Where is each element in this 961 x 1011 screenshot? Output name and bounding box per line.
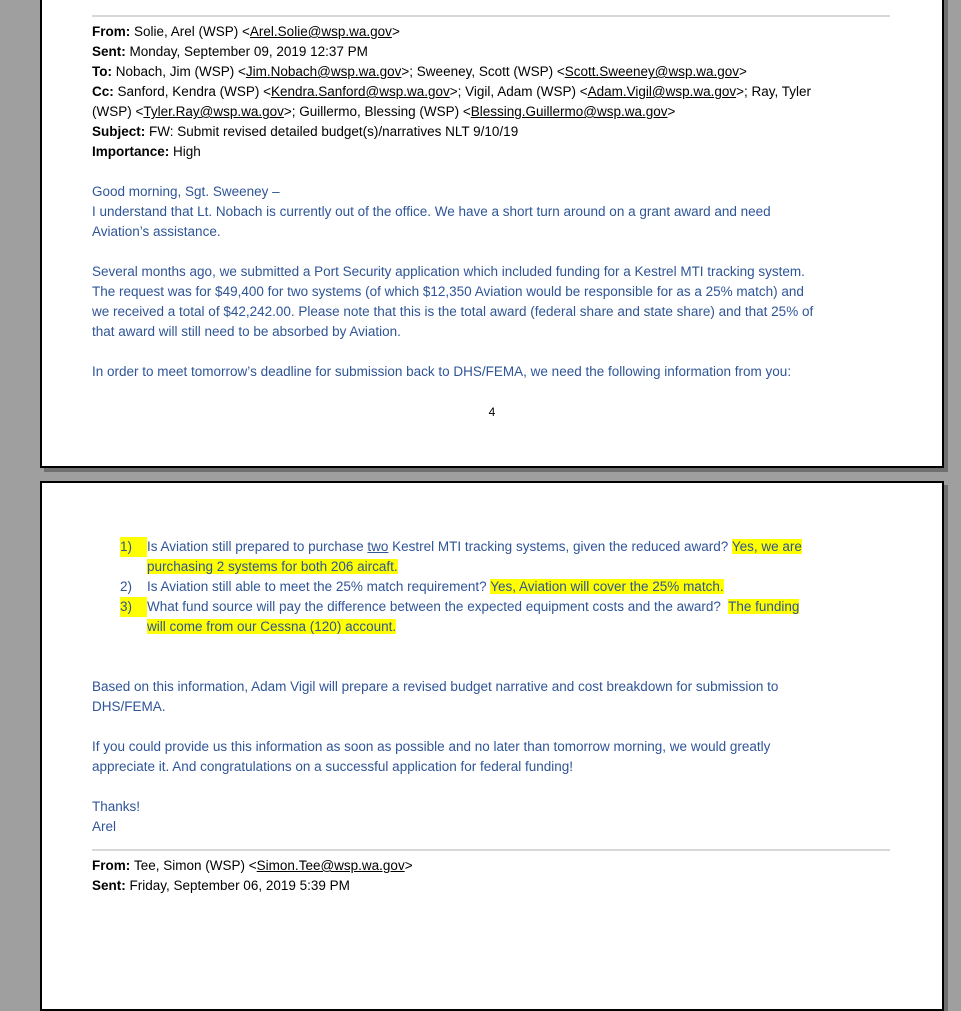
highlighted-text: will come from our Cessna (120) account.	[147, 619, 397, 634]
blank-line	[92, 637, 892, 657]
text-segment: >; Ray, Tyler	[736, 84, 812, 99]
text-segment: Monday, September 09, 2019 12:37 PM	[129, 44, 368, 59]
document-page-2	[40, 481, 944, 1011]
text-line	[92, 122, 892, 142]
email-link[interactable]: Adam.Vigil@wsp.wa.gov	[587, 84, 737, 99]
text-segment: Several months ago, we submitted a Port Security application which included funding for a Kestrel MTI tracking system.	[92, 264, 805, 279]
text-segment: Sent:	[92, 44, 130, 59]
text-line	[92, 22, 892, 42]
document-page-1	[40, 0, 944, 468]
text-segment: What fund source will pay the difference between the expected equipment costs and the award?	[147, 599, 729, 614]
text-line	[92, 42, 892, 62]
text-segment: >	[739, 64, 747, 79]
text-segment: In order to meet tomorrow’s deadline for submission back to DHS/FEMA, we need the following information from you:	[92, 364, 792, 379]
email-body-block	[92, 637, 892, 837]
text-line	[92, 182, 892, 202]
text-segment: Sanford, Kendra (WSP) <	[117, 84, 271, 99]
text-segment: Tee, Simon (WSP) <	[134, 858, 257, 873]
page-1-content	[42, 15, 942, 422]
text-segment: Based on this information, Adam Vigil will prepare a revised budget narrative and cost breakdown for submission to	[92, 679, 779, 694]
text-line	[92, 82, 892, 102]
text-segment: Is Aviation still able to meet the 25% match requirement?	[147, 579, 491, 594]
text-segment: that award will still need to be absorbed by Aviation.	[92, 324, 401, 339]
text-segment: we received a total of $42,242.00. Please note that this is the total award (federal share and state share) and that 25% of	[92, 304, 814, 319]
text-segment: >	[404, 858, 413, 873]
text-segment: Good morning, Sgt. Sweeney –	[92, 184, 280, 199]
text-line	[92, 62, 892, 82]
text-line	[92, 737, 892, 757]
email-link[interactable]: Arel.Solie@wsp.wa.gov	[249, 24, 392, 39]
blank-line	[92, 717, 892, 737]
text-segment: >; Vigil, Adam (WSP) <	[449, 84, 588, 99]
blank-line	[92, 777, 892, 797]
text-segment: Cc:	[92, 84, 118, 99]
text-line	[92, 697, 892, 717]
highlighted-text: Yes, we are	[731, 539, 802, 554]
email-link[interactable]: Simon.Tee@wsp.wa.gov	[256, 858, 405, 873]
email-link[interactable]: Scott.Sweeney@wsp.wa.gov	[564, 64, 740, 79]
list-item-line	[92, 617, 892, 637]
blank-line	[92, 162, 892, 182]
text-line	[92, 102, 892, 122]
page-number: 4	[488, 405, 496, 419]
text-segment: Sent:	[92, 878, 130, 893]
text-segment: Solie, Arel (WSP) <	[134, 24, 250, 39]
text-line	[92, 817, 892, 837]
email-header-block	[92, 856, 892, 896]
text-line	[92, 302, 892, 322]
text-segment: DHS/FEMA.	[92, 699, 166, 714]
blank-line	[92, 242, 892, 262]
email-link[interactable]: Kendra.Sanford@wsp.wa.gov	[270, 84, 450, 99]
text-line	[92, 282, 892, 302]
text-segment: The request was for $49,400 for two systems (of which $12,350 Aviation would be responsible for as a 25% match) and	[92, 284, 804, 299]
email-body-block	[92, 162, 892, 382]
text-segment: Importance:	[92, 144, 174, 159]
blank-line	[92, 342, 892, 362]
highlighted-text: Yes, Aviation will cover the 25% match.	[490, 579, 724, 594]
text-line	[92, 757, 892, 777]
text-line	[92, 876, 892, 896]
section-divider	[92, 15, 890, 17]
text-line	[92, 222, 892, 242]
highlighted-text: The funding	[728, 599, 800, 614]
text-segment: >; Sweeney, Scott (WSP) <	[401, 64, 565, 79]
text-segment: Aviation’s assistance.	[92, 224, 221, 239]
text-segment: Is Aviation still prepared to purchase	[147, 539, 368, 554]
text-segment: two	[367, 539, 389, 554]
text-segment: From:	[92, 24, 134, 39]
email-link[interactable]: Jim.Nobach@wsp.wa.gov	[245, 64, 402, 79]
text-line	[92, 677, 892, 697]
text-segment: To:	[92, 64, 116, 79]
list-item-line	[92, 537, 892, 557]
text-segment: Arel	[92, 819, 117, 834]
list-item-line	[92, 557, 892, 577]
text-line	[92, 142, 892, 162]
section-divider	[92, 849, 890, 851]
list-number: 3)	[120, 597, 147, 617]
text-segment: Friday, September 06, 2019 5:39 PM	[129, 878, 350, 893]
page-2-content	[42, 483, 942, 896]
list-number: 2)	[120, 579, 133, 594]
text-segment: >	[667, 104, 676, 119]
text-segment: >	[391, 24, 400, 39]
text-line	[92, 262, 892, 282]
numbered-list	[92, 537, 892, 637]
email-link[interactable]: Tyler.Ray@wsp.wa.gov	[143, 104, 284, 119]
text-line	[92, 856, 892, 876]
list-item-line	[92, 577, 892, 597]
email-link[interactable]: Blessing.Guillermo@wsp.wa.gov	[470, 104, 668, 119]
text-segment: FW: Submit revised detailed budget(s)/narratives NLT 9/10/19	[149, 124, 519, 139]
text-segment: If you could provide us this information as soon as possible and no later than tomorrow morning, we would greatly	[92, 739, 771, 754]
text-line	[92, 362, 892, 382]
text-segment: Kestrel MTI tracking systems, given the reduced award?	[388, 539, 732, 554]
text-line	[92, 797, 892, 817]
text-segment: Nobach, Jim (WSP) <	[115, 64, 246, 79]
highlighted-text: purchasing 2 systems for both 206 aircaft.	[147, 559, 398, 574]
text-segment: I understand that Lt. Nobach is currently out of the office. We have a short turn around on a grant award and need	[92, 204, 771, 219]
text-segment: >; Guillermo, Blessing (WSP) <	[283, 104, 471, 119]
list-number: 1)	[120, 537, 147, 557]
email-header-block	[92, 22, 892, 162]
text-line	[92, 322, 892, 342]
text-line	[92, 202, 892, 222]
text-segment: High	[173, 144, 201, 159]
text-segment: Subject:	[92, 124, 150, 139]
text-segment: Thanks!	[92, 799, 141, 814]
list-item-line	[92, 597, 892, 617]
blank-line	[92, 657, 892, 677]
text-segment: From:	[92, 858, 134, 873]
text-segment: (WSP) <	[92, 104, 144, 119]
text-segment: appreciate it. And congratulations on a successful application for federal funding!	[92, 759, 574, 774]
